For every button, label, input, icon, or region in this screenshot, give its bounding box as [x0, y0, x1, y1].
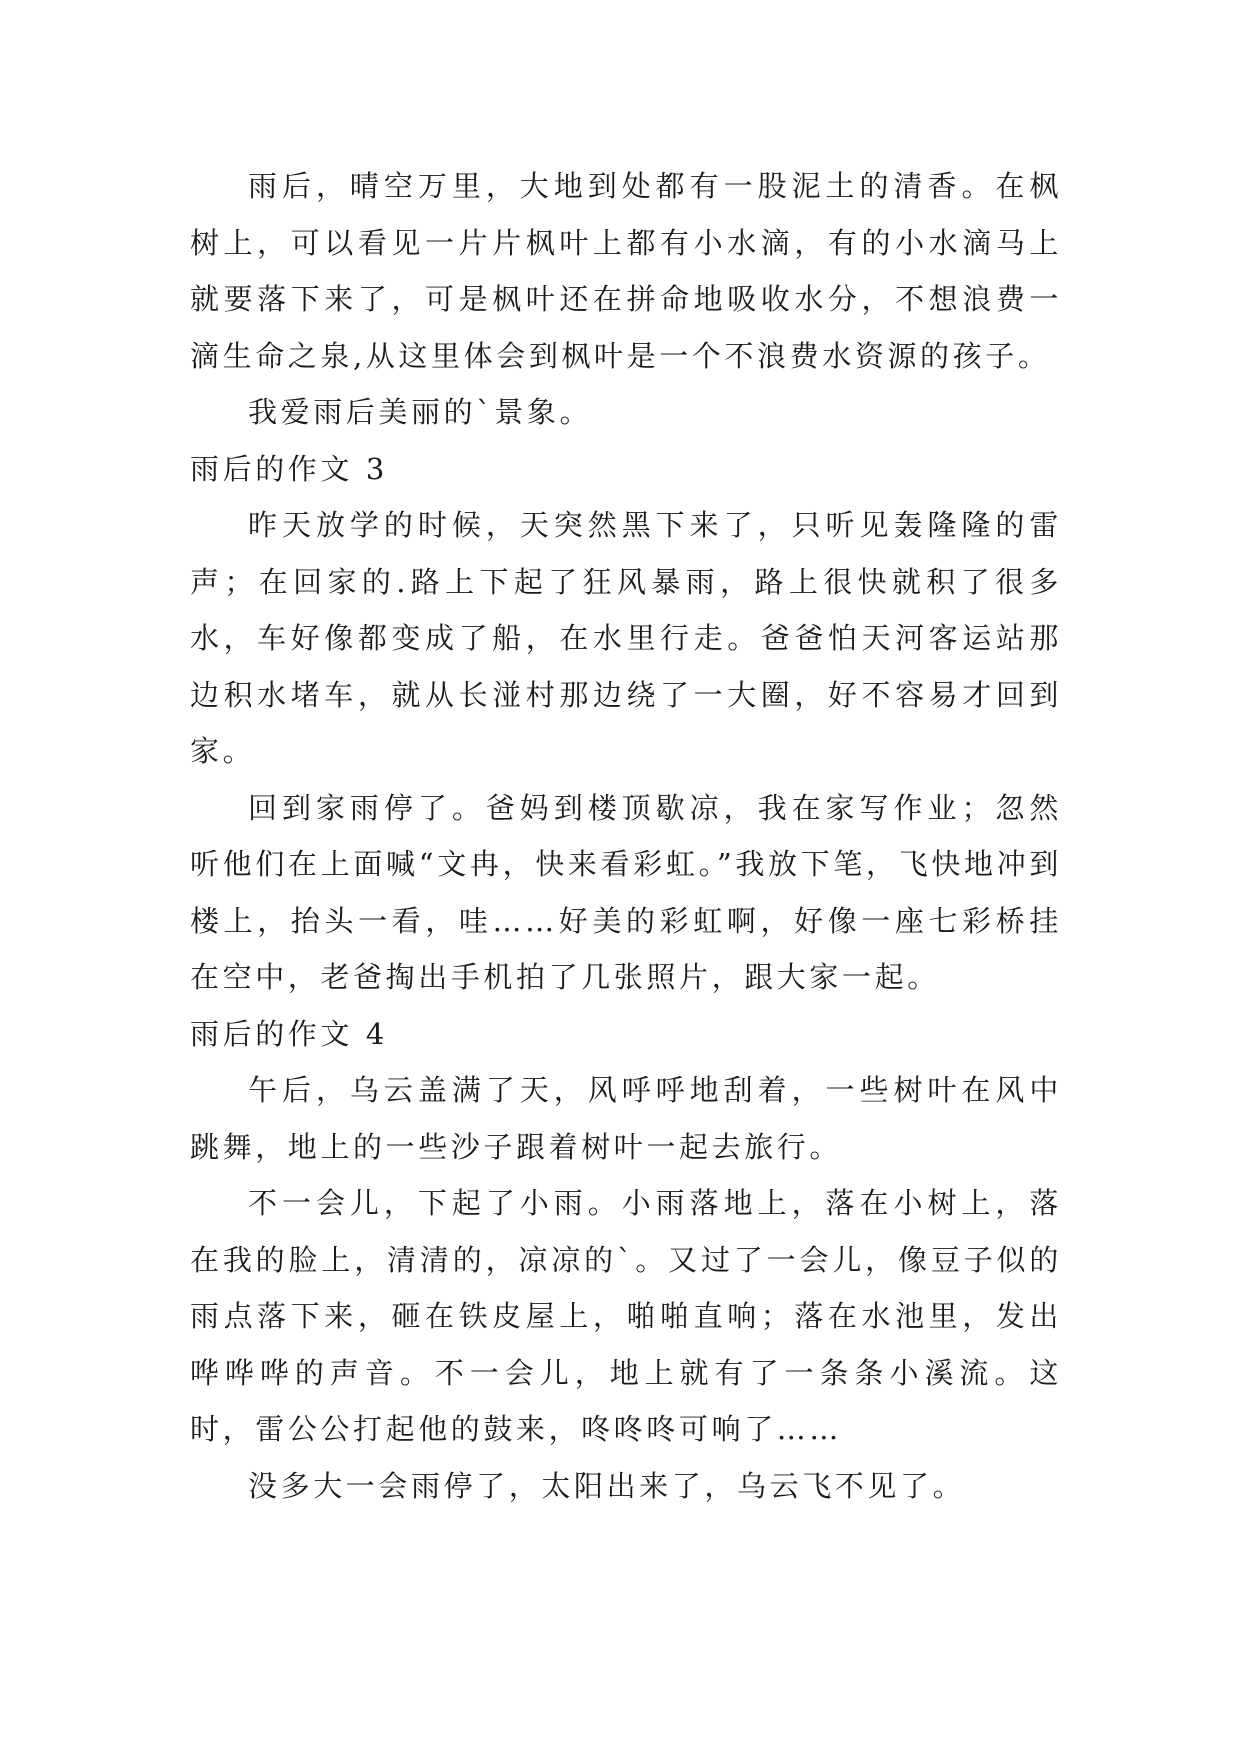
paragraph-rain-stopped: 没多大一会雨停了，太阳出来了，乌云飞不见了。 — [248, 1468, 966, 1503]
paragraph-storm-on-way-home: 昨天放学的时候，天突然黑下来了，只听见轰隆隆的雷声；在回家的.路上下起了狂风暴雨，路上很快就积了很多水，车好像都变成了船，在水里行走。爸爸怕天河客运站那边积水堵车，就从长湴村那边绕了一大圈，好不容易才回到家。 — [190, 508, 1062, 768]
paragraph-dark-clouds: 午后，乌云盖满了天，风呼呼地刮着，一些树叶在风中跳舞，地上的一些沙子跟着树叶一起去旅行。 — [190, 1073, 1062, 1164]
essay-heading-4: 雨后的作文 4 — [190, 1016, 388, 1051]
paragraph-rainbow: 回到家雨停了。爸妈到楼顶歇凉，我在家写作业；忽然听他们在上面喊“文冉，快来看彩虹。”我放下笔，飞快地冲到楼上，抬头一看，哇……好美的彩虹啊，好像一座七彩桥挂在空中，老爸掏出手机拍了几张照片，跟大家一起。 — [190, 790, 1062, 994]
paragraph-maple-leaves: 雨后，晴空万里，大地到处都有一股泥土的清香。在枫树上，可以看见一片片枫叶上都有小水滴，有的小水滴马上就要落下来了，可是枫叶还在拼命地吸收水分，不想浪费一滴生命之泉,从这里体会到枫叶是一个不浪费水资源的孩子。 — [190, 169, 1062, 373]
essay-heading-3: 雨后的作文 3 — [190, 451, 388, 486]
paragraph-i-love-scenery: 我爱雨后美丽的`景象。 — [248, 395, 593, 429]
document-body — [190, 158, 1062, 1514]
paragraph-light-rain: 不一会儿，下起了小雨。小雨落地上，落在小树上，落在我的脸上，清清的，凉凉的`。又过了一会儿，像豆子似的雨点落下来，砸在铁皮屋上，啪啪直响；落在水池里，发出哗哗哗的声音。不一会儿，地上就有了一条条小溪流。这时，雷公公打起他的鼓来，咚咚咚可响了…… — [190, 1186, 1062, 1446]
